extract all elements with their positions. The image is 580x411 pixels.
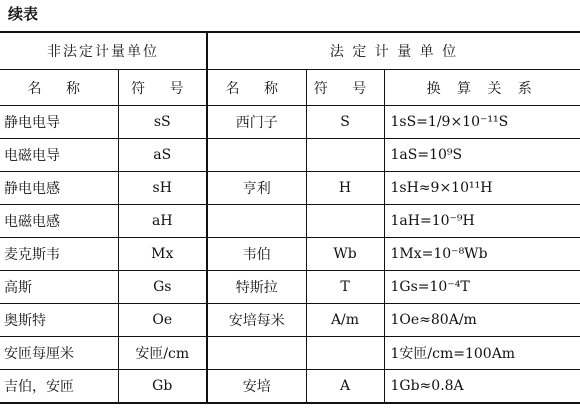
cell-si-symbol: S [306, 106, 384, 139]
cell-conversion: 1aS=10⁹S [384, 139, 580, 172]
table-row [0, 106, 580, 139]
cell-si-symbol: A/m [306, 304, 384, 337]
cell-si-name: 西门子 [207, 106, 306, 139]
group-header-nonlegal: 非法定计量单位 [0, 32, 207, 70]
cell-conversion: 1sS=1/9×10⁻¹¹S [384, 106, 580, 139]
column-header-row [0, 70, 580, 106]
table-row [0, 337, 580, 370]
table-row [0, 172, 580, 205]
table-row [0, 205, 580, 238]
cell-symbol: 安匝/cm [118, 337, 207, 370]
group-header-legal: 法 定 计 量 单 位 [207, 32, 580, 70]
col-header-name: 名 称 [0, 70, 118, 106]
cell-symbol: Gs [118, 271, 207, 304]
col-header-si-symbol: 符 号 [306, 70, 384, 106]
cell-si-name [207, 337, 306, 370]
table-caption: 续表 [8, 5, 39, 23]
cell-name: 高斯 [0, 271, 118, 304]
cell-si-symbol: T [306, 271, 384, 304]
group-header-row [0, 32, 580, 70]
cell-si-name: 安培 [207, 370, 306, 404]
table-row [0, 139, 580, 172]
cell-si-symbol: A [306, 370, 384, 404]
table-row [0, 370, 580, 404]
cell-conversion: 1Gs=10⁻⁴T [384, 271, 580, 304]
cell-symbol: aS [118, 139, 207, 172]
cell-name: 静电电导 [0, 106, 118, 139]
col-header-symbol: 符 号 [118, 70, 207, 106]
cell-si-symbol: Wb [306, 238, 384, 271]
cell-name: 电磁电感 [0, 205, 118, 238]
cell-si-name [207, 139, 306, 172]
cell-si-name: 韦伯 [207, 238, 306, 271]
cell-si-symbol [306, 337, 384, 370]
cell-conversion: 1Mx=10⁻⁸Wb [384, 238, 580, 271]
col-header-conversion: 换 算 关 系 [384, 70, 580, 106]
table-row [0, 238, 580, 271]
cell-conversion: 1sH≈9×10¹¹H [384, 172, 580, 205]
cell-symbol: sH [118, 172, 207, 205]
cell-symbol: Mx [118, 238, 207, 271]
cell-si-name: 安培每米 [207, 304, 306, 337]
cell-conversion: 1Gb≈0.8A [384, 370, 580, 404]
cell-conversion: 1aH=10⁻⁹H [384, 205, 580, 238]
table-row [0, 271, 580, 304]
cell-name: 吉伯，安匝 [0, 370, 118, 404]
cell-symbol: sS [118, 106, 207, 139]
cell-si-name [207, 205, 306, 238]
cell-name: 安匝每厘米 [0, 337, 118, 370]
cell-symbol: Oe [118, 304, 207, 337]
cell-si-symbol [306, 139, 384, 172]
cell-si-name: 特斯拉 [207, 271, 306, 304]
cell-si-symbol: H [306, 172, 384, 205]
cell-conversion: 1Oe≈80A/m [384, 304, 580, 337]
cell-symbol: aH [118, 205, 207, 238]
cell-name: 麦克斯韦 [0, 238, 118, 271]
cell-name: 奥斯特 [0, 304, 118, 337]
cell-si-symbol [306, 205, 384, 238]
cell-si-name: 亨利 [207, 172, 306, 205]
cell-name: 电磁电导 [0, 139, 118, 172]
cell-name: 静电电感 [0, 172, 118, 205]
table-row [0, 304, 580, 337]
cell-conversion: 1安匝/cm=100Am [384, 337, 580, 370]
col-header-si-name: 名 称 [207, 70, 306, 106]
cell-symbol: Gb [118, 370, 207, 404]
unit-conversion-table [0, 31, 580, 404]
